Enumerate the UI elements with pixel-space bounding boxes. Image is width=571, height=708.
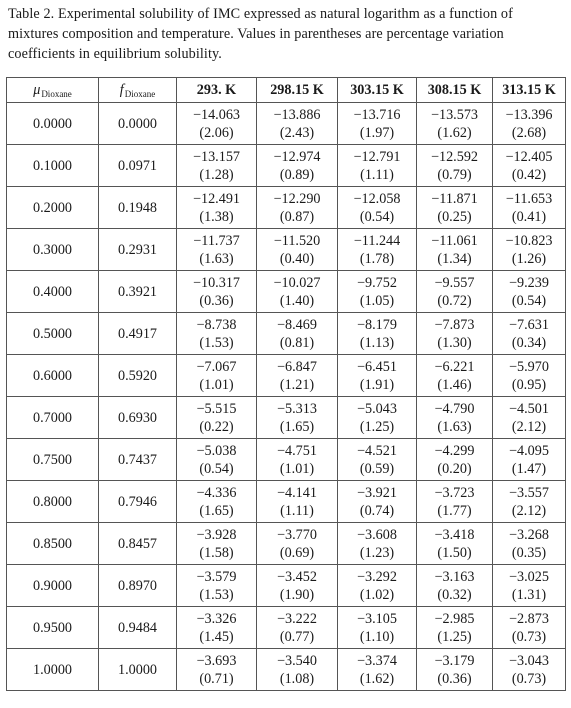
table-row (7, 565, 566, 607)
variation-coefficient: (0.54) (199, 460, 234, 477)
ln-solubility-value: −4.501 (509, 400, 549, 417)
variation-coefficient: (0.71) (199, 670, 234, 687)
cell-f-dioxane: 0.3921 (99, 271, 177, 313)
cell-solubility (177, 187, 257, 229)
ln-solubility-value: −3.292 (357, 568, 397, 585)
cell-solubility (493, 481, 566, 523)
variation-coefficient: (1.53) (199, 586, 234, 603)
header-temp-1: 293. K (177, 78, 257, 103)
cell-solubility (338, 439, 417, 481)
ln-solubility-value: −10.027 (273, 274, 321, 291)
cell-solubility (338, 607, 417, 649)
variation-coefficient: (1.28) (199, 166, 234, 183)
header-mu-dioxane (7, 78, 99, 103)
variation-coefficient: (1.63) (199, 250, 234, 267)
ln-solubility-value: −4.299 (434, 442, 475, 459)
cell-mu-dioxane: 0.9000 (7, 565, 99, 607)
cell-solubility (338, 565, 417, 607)
variation-coefficient: (1.46) (437, 376, 472, 393)
ln-solubility-value: −4.141 (277, 484, 317, 501)
cell-f-dioxane: 0.5920 (99, 355, 177, 397)
ln-solubility-value: −3.418 (434, 526, 475, 543)
variation-coefficient: (0.34) (511, 334, 547, 351)
ln-solubility-value: −4.336 (196, 484, 237, 501)
cell-solubility (338, 271, 417, 313)
variation-coefficient: (1.23) (359, 544, 395, 561)
table-row (7, 145, 566, 187)
table-row (7, 523, 566, 565)
ln-solubility-value: −9.557 (434, 274, 475, 291)
variation-coefficient: (1.26) (511, 250, 547, 267)
ln-solubility-value: −11.520 (273, 232, 321, 249)
ln-solubility-value: −10.317 (192, 274, 241, 291)
variation-coefficient: (0.32) (437, 586, 472, 603)
cell-f-dioxane: 0.7946 (99, 481, 177, 523)
cell-f-dioxane: 0.6930 (99, 397, 177, 439)
cell-solubility (338, 397, 417, 439)
ln-solubility-value: −13.396 (505, 106, 553, 123)
variation-coefficient: (1.21) (279, 376, 315, 393)
variation-coefficient: (1.02) (359, 586, 395, 603)
cell-solubility (257, 397, 338, 439)
ln-solubility-value: −3.579 (196, 568, 237, 585)
ln-solubility-value: −12.791 (353, 148, 401, 165)
cell-solubility (177, 565, 257, 607)
table-caption: Table 2. Experimental solubility of IMC expressed as natural logarithm as a function of mixtures composition and temperature. Values in parentheses are percentage variation coefficients in equilibrium solubility. (8, 6, 513, 62)
cell-solubility (493, 229, 566, 271)
header-f-subscript: Dioxane (124, 88, 156, 99)
cell-mu-dioxane: 0.4000 (7, 271, 99, 313)
variation-coefficient: (0.59) (359, 460, 395, 477)
variation-coefficient: (1.01) (279, 460, 315, 477)
cell-solubility (257, 313, 338, 355)
table-row (7, 607, 566, 649)
ln-solubility-value: −3.452 (277, 568, 317, 585)
cell-solubility (417, 271, 493, 313)
variation-coefficient: (1.50) (437, 544, 472, 561)
table-row (7, 229, 566, 271)
variation-coefficient: (1.34) (437, 250, 472, 267)
ln-solubility-value: −6.847 (277, 358, 317, 375)
cell-solubility (338, 355, 417, 397)
cell-mu-dioxane: 0.1000 (7, 145, 99, 187)
ln-solubility-value: −3.222 (277, 610, 317, 627)
ln-solubility-value: −14.063 (192, 106, 241, 123)
variation-coefficient: (0.35) (511, 544, 547, 561)
ln-solubility-value: −12.592 (430, 148, 479, 165)
variation-coefficient: (2.06) (199, 124, 234, 141)
variation-coefficient: (1.01) (199, 376, 234, 393)
ln-solubility-value: −5.515 (196, 400, 237, 417)
cell-f-dioxane: 0.8970 (99, 565, 177, 607)
variation-coefficient: (0.41) (511, 208, 547, 225)
cell-solubility (417, 187, 493, 229)
variation-coefficient: (1.62) (437, 124, 472, 141)
cell-solubility (257, 481, 338, 523)
ln-solubility-value: −3.043 (509, 652, 549, 669)
header-f-symbol: f (119, 81, 124, 98)
cell-f-dioxane: 0.4917 (99, 313, 177, 355)
cell-solubility (257, 649, 338, 691)
header-temp-4: 308.15 K (417, 78, 493, 103)
ln-solubility-value: −5.043 (357, 400, 397, 417)
ln-solubility-value: −3.921 (357, 484, 397, 501)
variation-coefficient: (1.40) (279, 292, 315, 309)
cell-f-dioxane: 0.2931 (99, 229, 177, 271)
variation-coefficient: (0.73) (511, 670, 547, 687)
variation-coefficient: (0.72) (437, 292, 472, 309)
ln-solubility-value: −4.790 (434, 400, 475, 417)
cell-solubility (493, 397, 566, 439)
cell-mu-dioxane: 0.2000 (7, 187, 99, 229)
cell-solubility (493, 355, 566, 397)
variation-coefficient: (1.97) (359, 124, 395, 141)
ln-solubility-value: −2.873 (509, 610, 549, 627)
header-f-dioxane (99, 78, 177, 103)
cell-f-dioxane: 0.9484 (99, 607, 177, 649)
variation-coefficient: (1.78) (359, 250, 395, 267)
ln-solubility-value: −4.751 (277, 442, 317, 459)
cell-solubility (177, 271, 257, 313)
cell-solubility (257, 523, 338, 565)
cell-solubility (493, 103, 566, 145)
ln-solubility-value: −8.738 (196, 316, 237, 333)
variation-coefficient: (1.53) (199, 334, 234, 351)
solubility-table (6, 77, 566, 691)
ln-solubility-value: −3.608 (357, 526, 397, 543)
ln-solubility-value: −6.221 (434, 358, 475, 375)
ln-solubility-value: −7.631 (509, 316, 549, 333)
cell-solubility (417, 355, 493, 397)
cell-solubility (493, 145, 566, 187)
cell-solubility (338, 313, 417, 355)
cell-solubility (417, 607, 493, 649)
cell-solubility (177, 439, 257, 481)
cell-solubility (177, 649, 257, 691)
variation-coefficient: (2.68) (511, 124, 547, 141)
variation-coefficient: (1.47) (511, 460, 547, 477)
ln-solubility-value: −4.521 (357, 442, 397, 459)
cell-f-dioxane: 0.7437 (99, 439, 177, 481)
cell-mu-dioxane: 1.0000 (7, 649, 99, 691)
cell-solubility (493, 523, 566, 565)
cell-solubility (417, 145, 493, 187)
table-row (7, 481, 566, 523)
variation-coefficient: (1.08) (279, 670, 315, 687)
variation-coefficient: (1.63) (437, 418, 472, 435)
cell-solubility (417, 565, 493, 607)
ln-solubility-value: −5.970 (509, 358, 549, 375)
ln-solubility-value: −5.313 (277, 400, 317, 417)
cell-solubility (493, 649, 566, 691)
ln-solubility-value: −3.268 (509, 526, 549, 543)
header-mu-symbol: μ (33, 81, 41, 98)
ln-solubility-value: −12.058 (353, 190, 401, 207)
table-row (7, 355, 566, 397)
variation-coefficient: (0.40) (279, 250, 315, 267)
cell-solubility (257, 229, 338, 271)
variation-coefficient: (0.87) (279, 208, 315, 225)
cell-mu-dioxane: 0.6000 (7, 355, 99, 397)
header-row (7, 78, 566, 103)
cell-solubility (257, 271, 338, 313)
cell-solubility (177, 355, 257, 397)
variation-coefficient: (1.90) (279, 586, 315, 603)
cell-solubility (417, 523, 493, 565)
variation-coefficient: (0.73) (511, 628, 547, 645)
ln-solubility-value: −3.723 (434, 484, 475, 501)
variation-coefficient: (1.11) (360, 166, 394, 183)
cell-solubility (177, 607, 257, 649)
table-row (7, 103, 566, 145)
cell-solubility (493, 271, 566, 313)
table-row (7, 439, 566, 481)
variation-coefficient: (0.54) (511, 292, 547, 309)
variation-coefficient: (2.12) (511, 502, 547, 519)
variation-coefficient: (0.81) (279, 334, 315, 351)
variation-coefficient: (0.36) (437, 670, 472, 687)
cell-solubility (338, 481, 417, 523)
cell-solubility (177, 229, 257, 271)
ln-solubility-value: −12.974 (273, 148, 321, 165)
table-row (7, 649, 566, 691)
cell-mu-dioxane: 0.7000 (7, 397, 99, 439)
cell-mu-dioxane: 0.7500 (7, 439, 99, 481)
variation-coefficient: (1.38) (199, 208, 234, 225)
cell-f-dioxane: 0.0000 (99, 103, 177, 145)
variation-coefficient: (0.77) (279, 628, 315, 645)
ln-solubility-value: −11.653 (505, 190, 553, 207)
cell-mu-dioxane: 0.8000 (7, 481, 99, 523)
cell-solubility (493, 313, 566, 355)
variation-coefficient: (1.31) (511, 586, 547, 603)
ln-solubility-value: −3.374 (357, 652, 397, 669)
ln-solubility-value: −3.326 (196, 610, 237, 627)
variation-coefficient: (0.42) (511, 166, 547, 183)
variation-coefficient: (2.12) (511, 418, 547, 435)
table-row (7, 187, 566, 229)
variation-coefficient: (1.25) (437, 628, 472, 645)
cell-solubility (177, 145, 257, 187)
ln-solubility-value: −8.469 (277, 316, 317, 333)
variation-coefficient: (1.62) (359, 670, 395, 687)
cell-f-dioxane: 1.0000 (99, 649, 177, 691)
ln-solubility-value: −7.067 (196, 358, 237, 375)
ln-solubility-value: −3.105 (357, 610, 397, 627)
cell-solubility (177, 481, 257, 523)
ln-solubility-value: −2.985 (434, 610, 475, 627)
cell-solubility (493, 187, 566, 229)
variation-coefficient: (0.79) (437, 166, 472, 183)
cell-solubility (257, 439, 338, 481)
variation-coefficient: (1.25) (359, 418, 395, 435)
header-mu-subscript: Dioxane (41, 88, 72, 99)
ln-solubility-value: −3.770 (277, 526, 317, 543)
variation-coefficient: (1.13) (359, 334, 395, 351)
ln-solubility-value: −12.290 (273, 190, 321, 207)
ln-solubility-value: −13.573 (430, 106, 479, 123)
ln-solubility-value: −12.405 (505, 148, 553, 165)
header-temp-3: 303.15 K (338, 78, 417, 103)
ln-solubility-value: −11.061 (431, 232, 478, 249)
variation-coefficient: (1.58) (199, 544, 234, 561)
variation-coefficient: (1.05) (359, 292, 395, 309)
cell-solubility (338, 145, 417, 187)
cell-solubility (493, 439, 566, 481)
cell-mu-dioxane: 0.3000 (7, 229, 99, 271)
header-temp-2: 298.15 K (257, 78, 338, 103)
table-row (7, 271, 566, 313)
cell-solubility (417, 439, 493, 481)
ln-solubility-value: −4.095 (509, 442, 549, 459)
ln-solubility-value: −7.873 (434, 316, 475, 333)
variation-coefficient: (0.89) (279, 166, 315, 183)
cell-f-dioxane: 0.1948 (99, 187, 177, 229)
header-temp-5: 313.15 K (493, 78, 566, 103)
cell-solubility (257, 565, 338, 607)
cell-f-dioxane: 0.8457 (99, 523, 177, 565)
cell-solubility (338, 103, 417, 145)
variation-coefficient: (0.54) (359, 208, 395, 225)
ln-solubility-value: −11.737 (193, 232, 240, 249)
ln-solubility-value: −13.157 (192, 148, 241, 165)
cell-solubility (338, 187, 417, 229)
cell-solubility (417, 313, 493, 355)
ln-solubility-value: −9.752 (357, 274, 397, 291)
variation-coefficient: (0.95) (511, 376, 547, 393)
table-row (7, 397, 566, 439)
variation-coefficient: (1.77) (437, 502, 472, 519)
ln-solubility-value: −8.179 (357, 316, 397, 333)
cell-solubility (177, 313, 257, 355)
ln-solubility-value: −10.823 (505, 232, 553, 249)
cell-solubility (338, 649, 417, 691)
variation-coefficient: (0.74) (359, 502, 395, 519)
ln-solubility-value: −3.557 (509, 484, 549, 501)
ln-solubility-value: −9.239 (509, 274, 549, 291)
cell-solubility (338, 523, 417, 565)
table-body (7, 103, 566, 691)
variation-coefficient: (1.91) (359, 376, 395, 393)
variation-coefficient: (1.10) (359, 628, 395, 645)
cell-solubility (177, 397, 257, 439)
ln-solubility-value: −13.886 (273, 106, 321, 123)
variation-coefficient: (1.45) (199, 628, 234, 645)
ln-solubility-value: −3.163 (434, 568, 475, 585)
cell-solubility (417, 229, 493, 271)
variation-coefficient: (1.65) (199, 502, 234, 519)
ln-solubility-value: −3.693 (196, 652, 237, 669)
cell-solubility (338, 229, 417, 271)
ln-solubility-value: −6.451 (357, 358, 397, 375)
cell-solubility (417, 103, 493, 145)
ln-solubility-value: −5.038 (196, 442, 237, 459)
cell-mu-dioxane: 0.5000 (7, 313, 99, 355)
ln-solubility-value: −11.244 (353, 232, 401, 249)
variation-coefficient: (0.22) (199, 418, 234, 435)
cell-mu-dioxane: 0.9500 (7, 607, 99, 649)
variation-coefficient: (1.30) (437, 334, 472, 351)
ln-solubility-value: −3.540 (277, 652, 317, 669)
cell-f-dioxane: 0.0971 (99, 145, 177, 187)
ln-solubility-value: −11.871 (431, 190, 478, 207)
ln-solubility-value: −3.928 (196, 526, 237, 543)
ln-solubility-value: −3.025 (509, 568, 549, 585)
variation-coefficient: (0.69) (279, 544, 315, 561)
variation-coefficient: (1.65) (279, 418, 315, 435)
cell-solubility (257, 355, 338, 397)
variation-coefficient: (1.11) (280, 502, 314, 519)
ln-solubility-value: −12.491 (192, 190, 241, 207)
cell-solubility (177, 103, 257, 145)
cell-solubility (177, 523, 257, 565)
cell-mu-dioxane: 0.0000 (7, 103, 99, 145)
cell-solubility (257, 187, 338, 229)
variation-coefficient: (0.36) (199, 292, 234, 309)
table-row (7, 313, 566, 355)
cell-solubility (493, 607, 566, 649)
variation-coefficient: (2.43) (279, 124, 315, 141)
cell-solubility (417, 481, 493, 523)
cell-solubility (257, 145, 338, 187)
cell-mu-dioxane: 0.8500 (7, 523, 99, 565)
cell-solubility (257, 607, 338, 649)
cell-solubility (257, 103, 338, 145)
cell-solubility (417, 649, 493, 691)
variation-coefficient: (0.20) (437, 460, 472, 477)
cell-solubility (493, 565, 566, 607)
cell-solubility (417, 397, 493, 439)
ln-solubility-value: −3.179 (434, 652, 475, 669)
variation-coefficient: (0.25) (437, 208, 472, 225)
ln-solubility-value: −13.716 (353, 106, 401, 123)
